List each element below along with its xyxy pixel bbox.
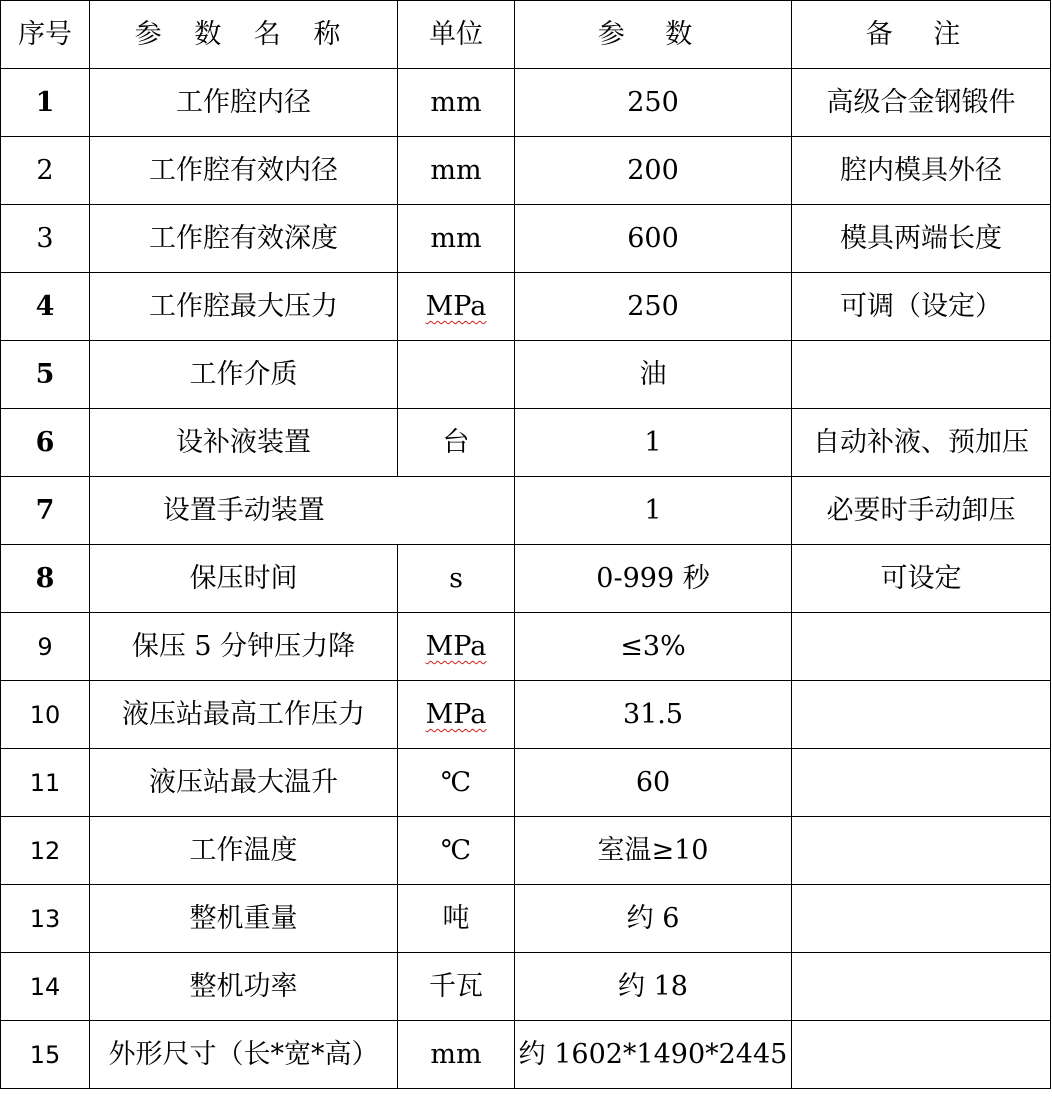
row-unit (398, 613, 515, 681)
row-remark (792, 749, 1051, 817)
table-row (1, 681, 1051, 749)
row-unit (398, 477, 515, 545)
row-unit: mm (398, 205, 515, 273)
row-unit: 台 (398, 409, 515, 477)
row-unit: 吨 (398, 885, 515, 953)
table-row (1, 817, 1051, 885)
row-no: 11 (1, 749, 90, 817)
table-row (1, 477, 1051, 545)
row-value: 约 6 (515, 885, 792, 953)
row-unit: s (398, 545, 515, 613)
row-value: 油 (515, 341, 792, 409)
row-unit (398, 341, 515, 409)
row-value: 约 1602*1490*2445 (515, 1021, 792, 1089)
row-name: 外形尺寸（长*宽*高） (90, 1021, 398, 1089)
row-name: 保压时间 (90, 545, 398, 613)
table-header-row (1, 1, 1051, 69)
row-value: 0-999 秒 (515, 545, 792, 613)
row-name: 工作腔有效内径 (90, 137, 398, 205)
row-no: 4 (1, 273, 90, 341)
row-remark: 腔内模具外径 (792, 137, 1051, 205)
row-no: 3 (1, 205, 90, 273)
row-no: 9 (1, 613, 90, 681)
row-value: 60 (515, 749, 792, 817)
row-remark (792, 1021, 1051, 1089)
row-no: 2 (1, 137, 90, 205)
row-unit: mm (398, 69, 515, 137)
row-unit: mm (398, 1021, 515, 1089)
row-unit (398, 273, 515, 341)
row-value: 200 (515, 137, 792, 205)
row-value: 250 (515, 69, 792, 137)
table-row (1, 953, 1051, 1021)
row-remark (792, 885, 1051, 953)
row-remark: 可设定 (792, 545, 1051, 613)
row-unit: mm (398, 137, 515, 205)
row-value: 1 (515, 477, 792, 545)
header-no: 序号 (1, 1, 90, 69)
row-name: 设置手动装置 (90, 477, 398, 545)
row-unit (398, 681, 515, 749)
row-remark (792, 953, 1051, 1021)
row-name: 整机重量 (90, 885, 398, 953)
table-row (1, 545, 1051, 613)
row-no: 12 (1, 817, 90, 885)
row-no: 5 (1, 341, 90, 409)
row-remark: 必要时手动卸压 (792, 477, 1051, 545)
row-no: 13 (1, 885, 90, 953)
row-unit: ℃ (398, 817, 515, 885)
row-value: 250 (515, 273, 792, 341)
row-name: 工作介质 (90, 341, 398, 409)
table-row (1, 69, 1051, 137)
row-name: 保压 5 分钟压力降 (90, 613, 398, 681)
row-name: 液压站最大温升 (90, 749, 398, 817)
row-value: 约 18 (515, 953, 792, 1021)
row-no: 15 (1, 1021, 90, 1089)
header-unit: 单位 (398, 1, 515, 69)
table-row (1, 409, 1051, 477)
row-value: 1 (515, 409, 792, 477)
row-name: 液压站最高工作压力 (90, 681, 398, 749)
row-no: 6 (1, 409, 90, 477)
table-row (1, 885, 1051, 953)
table-row (1, 341, 1051, 409)
row-value: 室温≥10 (515, 817, 792, 885)
row-unit: ℃ (398, 749, 515, 817)
row-remark (792, 681, 1051, 749)
row-no: 14 (1, 953, 90, 1021)
row-name: 工作腔最大压力 (90, 273, 398, 341)
row-no: 10 (1, 681, 90, 749)
row-remark: 可调（设定） (792, 273, 1051, 341)
row-remark: 模具两端长度 (792, 205, 1051, 273)
row-name: 工作温度 (90, 817, 398, 885)
row-name: 工作腔有效深度 (90, 205, 398, 273)
row-remark (792, 817, 1051, 885)
table-row (1, 137, 1051, 205)
row-unit: 千瓦 (398, 953, 515, 1021)
unit-text: MPa (425, 291, 487, 322)
row-name: 设补液装置 (90, 409, 398, 477)
row-name: 整机功率 (90, 953, 398, 1021)
row-no: 1 (1, 69, 90, 137)
header-value: 参 数 (515, 1, 792, 69)
table-row (1, 205, 1051, 273)
row-value: 600 (515, 205, 792, 273)
header-remark: 备 注 (792, 1, 1051, 69)
row-remark: 高级合金钢锻件 (792, 69, 1051, 137)
header-name: 参 数 名 称 (90, 1, 398, 69)
table-row (1, 273, 1051, 341)
row-remark: 自动补液、预加压 (792, 409, 1051, 477)
table-row (1, 1021, 1051, 1089)
unit-text: MPa (425, 631, 487, 662)
table-row (1, 613, 1051, 681)
row-remark (792, 613, 1051, 681)
unit-text: MPa (425, 699, 487, 730)
row-no: 7 (1, 477, 90, 545)
row-name: 工作腔内径 (90, 69, 398, 137)
row-remark (792, 341, 1051, 409)
row-value: ≤3% (515, 613, 792, 681)
row-no: 8 (1, 545, 90, 613)
row-value: 31.5 (515, 681, 792, 749)
table-row (1, 749, 1051, 817)
